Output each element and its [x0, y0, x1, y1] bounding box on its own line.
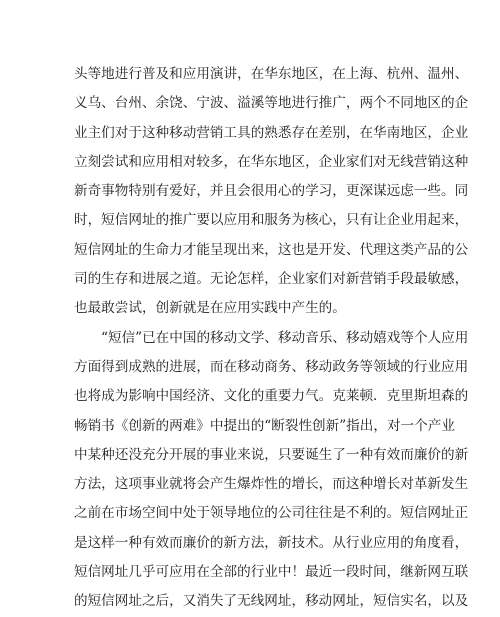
text-line: “短信”已在中国的移动文学、移动音乐、移动嬉戏等个人应用 — [101, 329, 469, 346]
text-line: 也将成为影响中国经济、文化的重要力气。克莱顿．克里斯坦森的 — [74, 388, 469, 405]
text-line: 方法，这项事业就将会产生爆炸性的增长，而这种增长对革新发生 — [74, 476, 469, 493]
text-line: 的短信网址之后，又消失了无线网址，移动网址，短信实名，以及 — [74, 593, 469, 610]
text-line: 短信网址几乎可应用在全部的行业中！最近一段时间，继新网互联 — [74, 564, 469, 581]
text-line: 新奇事物特别有爱好，并且会很用心的学习，更深谋远虑一些。同 — [74, 183, 469, 200]
text-line: 之前在市场空间中处于领导地位的公司往往是不利的。短信网址正 — [74, 505, 469, 522]
text-line: 立刻尝试和应用相对较多，在华东地区，企业家们对无线营销这种 — [74, 153, 469, 170]
text-line: 中某种还没充分开展的事业来说，只要诞生了一种有效而廉价的新 — [74, 446, 469, 463]
paragraph-2 — [74, 324, 469, 617]
paragraph-1 — [74, 60, 469, 324]
text-line: 畅销书《创新的两难》中提出的“断裂性创新”指出，对一个产业 — [74, 417, 455, 434]
text-line: 短信网址的生命力才能呈现出来，这也是开发、代理这类产品的公 — [74, 241, 469, 258]
text-line: 义乌、台州、余饶、宁波、溢溪等地进行推广，两个不同地区的企 — [74, 95, 469, 112]
text-line: 业主们对于这种移动营销工具的熟悉存在差别，在华南地区，企业 — [74, 124, 469, 141]
text-line: 司的生存和进展之道。无论怎样，企业家们对新营销手段最敏感， — [74, 271, 469, 288]
text-line: 时，短信网址的推广要以应用和服务为核心，只有让企业用起来， — [74, 212, 469, 229]
text-line: 方面得到成熟的进展，而在移动商务、移动政务等领域的行业应用 — [74, 358, 469, 375]
text-line: 是这样一种有效而廉价的新方法，新技术。从行业应用的角度看， — [74, 534, 469, 551]
text-line: 头等地进行普及和应用演讲，在华东地区，在上海、杭州、温州、 — [74, 66, 469, 82]
body-text — [74, 60, 469, 617]
text-line: 也最敢尝试，创新就是在应用实践中产生的。 — [74, 300, 346, 317]
